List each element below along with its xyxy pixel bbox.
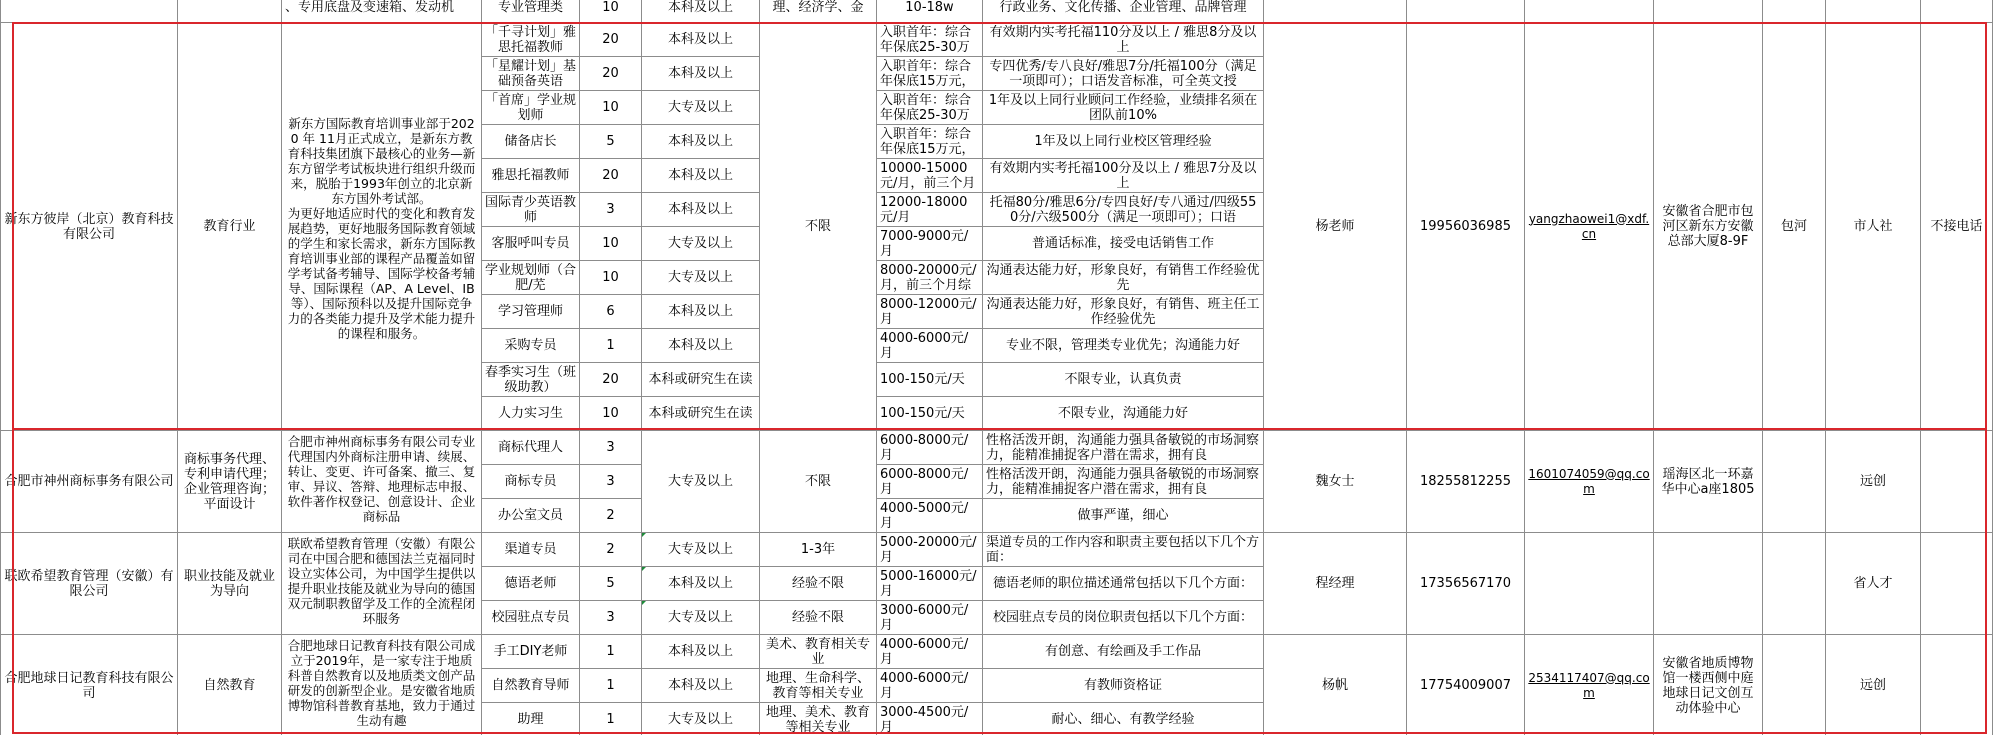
job-title: 人力实习生 [482, 397, 580, 431]
table-row [1, 0, 1993, 23]
salary: 12000-18000元/月 [877, 193, 983, 227]
job-count: 1 [580, 635, 642, 669]
requirement: 有效期内实考托福110分及以上 / 雅思8分及以上 [983, 23, 1264, 57]
job-count: 1 [580, 703, 642, 735]
industry: 教育行业 [178, 23, 282, 431]
requirement: 有效期内实考托福100分及以上 / 雅思7分及以上 [983, 159, 1264, 193]
education: 大专及以上 [642, 431, 760, 533]
source: 省人才 [1826, 533, 1921, 635]
education: 大专及以上 [642, 227, 760, 261]
source: 远创 [1826, 635, 1921, 735]
job-count: 10 [580, 0, 642, 23]
job-title: 手工DIY老师 [482, 635, 580, 669]
job-count: 2 [580, 533, 642, 567]
job-count: 3 [580, 193, 642, 227]
company-address: 安徽省合肥市包河区新东方安徽总部大厦8-9F [1654, 23, 1763, 431]
job-title: 国际青少英语教师 [482, 193, 580, 227]
company-products: 、专用底盘及变速箱、发动机 [282, 0, 482, 23]
company-address: 安徽省地质博物馆一楼西侧中庭地球日记文创互动体验中心 [1654, 635, 1763, 735]
contact-email[interactable]: yangzhaowei1@xdf.cn [1525, 23, 1654, 431]
job-count: 1 [580, 329, 642, 363]
salary: 10-18w [877, 0, 983, 23]
job-title: 「首席」学业规划师 [482, 91, 580, 125]
job-count: 5 [580, 125, 642, 159]
major: 不限 [760, 23, 877, 431]
salary: 100-150元/天 [877, 363, 983, 397]
requirement: 耐心、细心、有教学经验 [983, 703, 1264, 735]
salary: 入职首年：综合年保底25-30万 [877, 23, 983, 57]
job-title: 学习管理师 [482, 295, 580, 329]
major: 地理、美术、教育等相关专业 [760, 703, 877, 735]
education: 本科及以上 [642, 635, 760, 669]
education: 本科及以上 [642, 669, 760, 703]
job-title: 自然教育导师 [482, 669, 580, 703]
education: 本科及以上 [642, 23, 760, 57]
company-address: 瑶海区北一环嘉华中心a座1805 [1654, 431, 1763, 533]
education: 大专及以上 [642, 533, 760, 567]
education: 大专及以上 [642, 261, 760, 295]
requirement: 行政业务、文化传播、企业管理、品牌管理 [983, 0, 1264, 23]
job-title: 雅思托福教师 [482, 159, 580, 193]
contact-email [1525, 533, 1654, 635]
salary: 入职首年：综合年保底25-30万 [877, 91, 983, 125]
requirement: 沟通表达能力好，形象良好，有销售、班主任工作经验优先 [983, 295, 1264, 329]
contact-phone: 17356567170 [1407, 533, 1525, 635]
company-name: 新东方彼岸（北京）教育科技有限公司 [1, 23, 178, 431]
salary: 8000-20000元/月，前三个月综 [877, 261, 983, 295]
job-count: 5 [580, 567, 642, 601]
salary: 5000-16000元/月 [877, 567, 983, 601]
major: 经验不限 [760, 567, 877, 601]
salary: 5000-20000元/月 [877, 533, 983, 567]
job-count: 10 [580, 227, 642, 261]
contact-email[interactable]: 1601074059@qq.com [1525, 431, 1654, 533]
requirement: 渠道专员的工作内容和职责主要包括以下几个方面： [983, 533, 1264, 567]
requirement: 托福80分/雅思6分/专四良好/专八通过/四级550分/六级500分（满足一项即可）；口语 [983, 193, 1264, 227]
requirement: 德语老师的职位描述通常包括以下几个方面： [983, 567, 1264, 601]
education: 本科及以上 [642, 125, 760, 159]
requirement: 1年及以上同行业校区管理经验 [983, 125, 1264, 159]
major: 美术、教育相关专业 [760, 635, 877, 669]
salary: 3000-4500元/月 [877, 703, 983, 735]
contact-email[interactable]: 2534117407@qq.com [1525, 635, 1654, 735]
salary: 10000-15000元/月，前三个月 [877, 159, 983, 193]
company-description: 合肥市神州商标事务有限公司专业代理国内外商标注册申请、续展、转让、变更、许可备案、撤三、复审、异议、答辩、地理标志申报、软件著作权登记、创意设计、企业商标品 [282, 431, 482, 533]
district [1763, 533, 1826, 635]
job-count: 1 [580, 669, 642, 703]
company-description: 新东方国际教育培训事业部于2020 年 11月正式成立，是新东方教育科技集团旗下最核心的业务—新东方留学考试板块进行组织升级而来，脱胎于1993年创立的北京新东方国外考试部。 为更好地适应时代的变化和教育发展趋势，更好地服务国际教育领域的学生和家长需求，新东方国际教育培训事业部的课程产品覆盖如留学考试备考辅导、国际学校备考辅导、国际课程（AP、A Level、IB等）、国际预科以及提升国际竞争力的各类能力提升及学术能力提升的课程和服务。 [282, 23, 482, 431]
industry: 自然教育 [178, 635, 282, 735]
salary: 8000-12000元/月 [877, 295, 983, 329]
company-description: 合肥地球日记教育科技有限公司成立于2019年，是一家专注于地质科普自然教育以及地质类文创产品研发的创新型企业。是安徽省地质博物馆科普教育基地，致力于通过生动有趣 [282, 635, 482, 735]
job-title: 德语老师 [482, 567, 580, 601]
major: 不限 [760, 431, 877, 533]
job-title: 办公室文员 [482, 499, 580, 533]
note [1921, 635, 1993, 735]
education: 本科及以上 [642, 193, 760, 227]
salary: 入职首年：综合年保底15万元， [877, 57, 983, 91]
contact-phone: 18255812255 [1407, 431, 1525, 533]
salary: 4000-6000元/月 [877, 329, 983, 363]
job-count: 10 [580, 91, 642, 125]
salary: 4000-6000元/月 [877, 635, 983, 669]
education: 本科及以上 [642, 295, 760, 329]
source: 市人社 [1826, 23, 1921, 431]
contact-person: 杨老师 [1264, 23, 1407, 431]
job-title: 商标专员 [482, 465, 580, 499]
requirement: 专业不限，管理类专业优先；沟通能力好 [983, 329, 1264, 363]
requirement: 1年及以上同行业顾问工作经验，业绩排名须在团队前10% [983, 91, 1264, 125]
salary: 3000-6000元/月 [877, 601, 983, 635]
industry: 职业技能及就业为导向 [178, 533, 282, 635]
company-description: 联欧希望教育管理（安徽）有限公司在中国合肥和德国法兰克福同时设立实体公司，为中国学生提供以提升职业技能及就业为导向的德国双元制职教留学及工作的全流程闭环服务 [282, 533, 482, 635]
education: 大专及以上 [642, 601, 760, 635]
job-title: 春季实习生（班级助教） [482, 363, 580, 397]
note [1921, 431, 1993, 533]
contact-person: 魏女士 [1264, 431, 1407, 533]
education: 本科及以上 [642, 329, 760, 363]
contact-phone: 19956036985 [1407, 23, 1525, 431]
job-count: 3 [580, 431, 642, 465]
job-title: 采购专员 [482, 329, 580, 363]
salary: 4000-6000元/月 [877, 669, 983, 703]
note: 不接电话 [1921, 23, 1993, 431]
industry: 商标事务代理、专利申请代理；企业管理咨询；平面设计 [178, 431, 282, 533]
job-count: 20 [580, 57, 642, 91]
district: 包河 [1763, 23, 1826, 431]
education: 本科及以上 [642, 567, 760, 601]
job-title: 学业规划师（合肥/芜 [482, 261, 580, 295]
education: 本科及以上 [642, 0, 760, 23]
job-count: 20 [580, 363, 642, 397]
education: 本科或研究生在读 [642, 363, 760, 397]
source: 远创 [1826, 431, 1921, 533]
requirement: 做事严谨，细心 [983, 499, 1264, 533]
district [1763, 431, 1826, 533]
major: 理、经济学、金 [760, 0, 877, 23]
job-title: 专业管理类 [482, 0, 580, 23]
job-count: 3 [580, 465, 642, 499]
requirement: 性格活泼开朗，沟通能力强具备敏锐的市场洞察力，能精准捕捉客户潜在需求，拥有良 [983, 431, 1264, 465]
job-title: 渠道专员 [482, 533, 580, 567]
education: 大专及以上 [642, 91, 760, 125]
job-count: 20 [580, 159, 642, 193]
requirement: 普通话标准，接受电话销售工作 [983, 227, 1264, 261]
major: 经验不限 [760, 601, 877, 635]
contact-phone: 17754009007 [1407, 635, 1525, 735]
requirement: 性格活泼开朗，沟通能力强具备敏锐的市场洞察力，能精准捕捉客户潜在需求，拥有良 [983, 465, 1264, 499]
major: 1-3年 [760, 533, 877, 567]
table-row [1, 23, 1993, 57]
salary: 7000-9000元/月 [877, 227, 983, 261]
job-title: 助理 [482, 703, 580, 735]
job-count: 20 [580, 23, 642, 57]
job-title: 校园驻点专员 [482, 601, 580, 635]
job-count: 10 [580, 397, 642, 431]
contact-person: 杨帆 [1264, 635, 1407, 735]
table-row [1, 635, 1993, 669]
education: 本科及以上 [642, 57, 760, 91]
requirement: 有创意、有绘画及手工作品 [983, 635, 1264, 669]
district [1763, 635, 1826, 735]
job-title: 「星耀计划」基础预备英语 [482, 57, 580, 91]
company-name: 联欧希望教育管理（安徽）有限公司 [1, 533, 178, 635]
requirement: 校园驻点专员的岗位职责包括以下几个方面： [983, 601, 1264, 635]
company-name: 合肥地球日记教育科技有限公司 [1, 635, 178, 735]
salary: 100-150元/天 [877, 397, 983, 431]
job-title: 「千寻计划」雅思托福教师 [482, 23, 580, 57]
note [1921, 533, 1993, 635]
job-count: 6 [580, 295, 642, 329]
salary: 4000-5000元/月 [877, 499, 983, 533]
salary: 6000-8000元/月 [877, 431, 983, 465]
requirement: 专四优秀/专八良好/雅思7分/托福100分（满足一项即可）；口语发音标准，可全英文授 [983, 57, 1264, 91]
job-count: 3 [580, 601, 642, 635]
salary: 入职首年：综合年保底15万元， [877, 125, 983, 159]
company-address [1654, 533, 1763, 635]
requirement: 有教师资格证 [983, 669, 1264, 703]
education: 本科或研究生在读 [642, 397, 760, 431]
job-count: 2 [580, 499, 642, 533]
table-row [1, 533, 1993, 567]
job-count: 10 [580, 261, 642, 295]
company-name: 合肥市神州商标事务有限公司 [1, 431, 178, 533]
job-title: 商标代理人 [482, 431, 580, 465]
salary: 6000-8000元/月 [877, 465, 983, 499]
contact-person: 程经理 [1264, 533, 1407, 635]
requirement: 不限专业，沟通能力好 [983, 397, 1264, 431]
job-title: 储备店长 [482, 125, 580, 159]
education: 大专及以上 [642, 703, 760, 735]
requirement: 沟通表达能力好，形象良好，有销售工作经验优先 [983, 261, 1264, 295]
major: 地理、生命科学、教育等相关专业 [760, 669, 877, 703]
table-row [1, 431, 1993, 465]
requirement: 不限专业，认真负责 [983, 363, 1264, 397]
education: 本科及以上 [642, 159, 760, 193]
job-title: 客服呼叫专员 [482, 227, 580, 261]
